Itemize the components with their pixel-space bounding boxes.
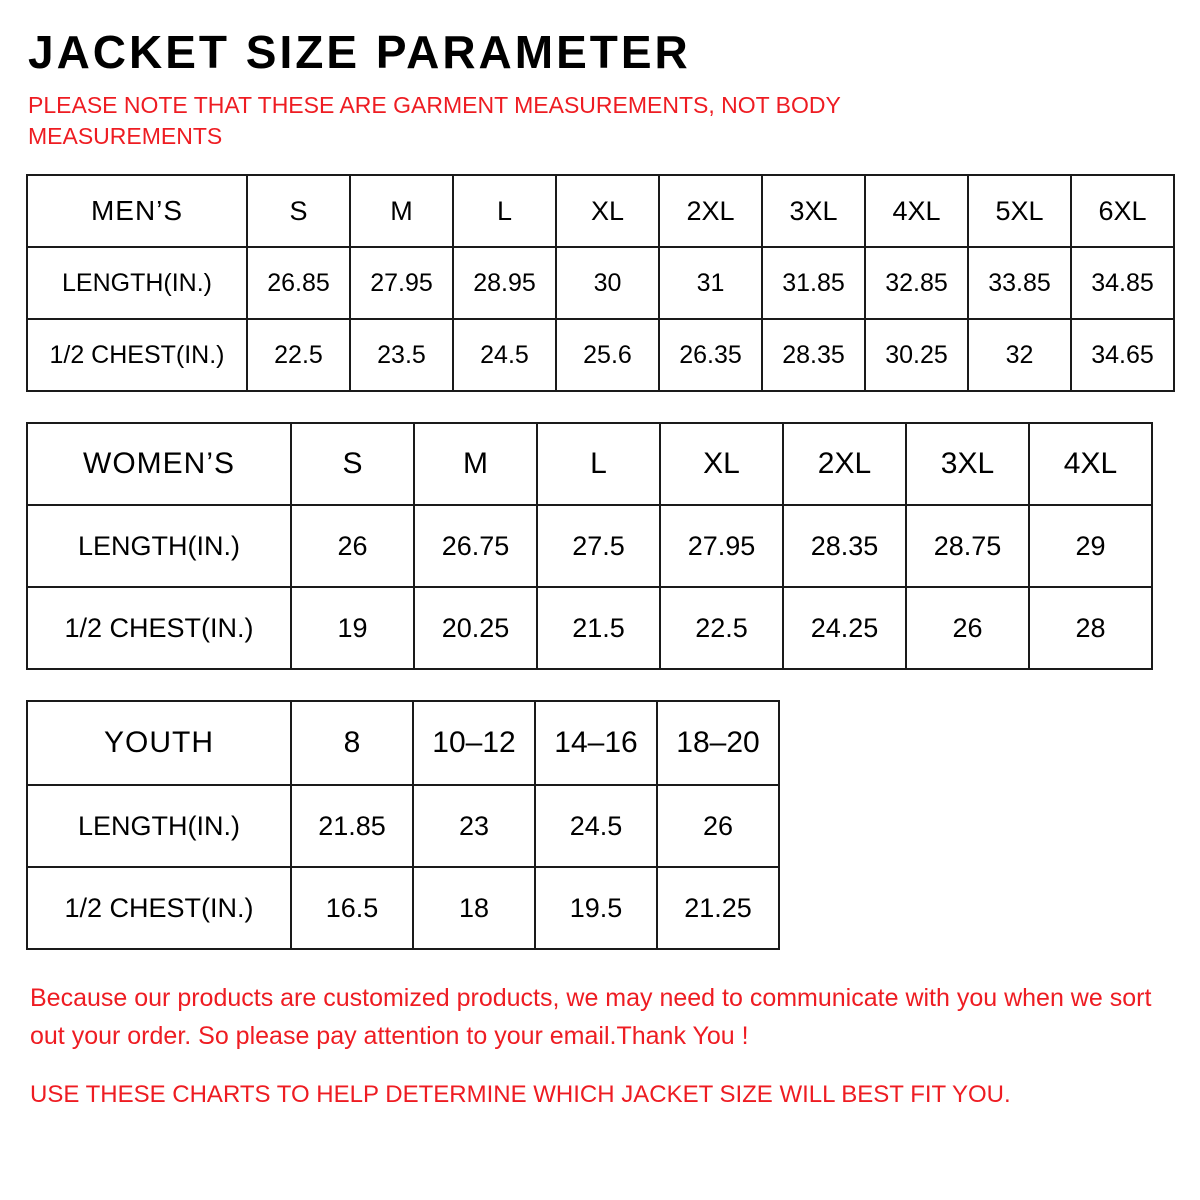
table-cell: 26 [657, 785, 779, 867]
table-cell: 22.5 [660, 587, 783, 669]
table-cell: 34.85 [1071, 247, 1174, 319]
column-header: 18–20 [657, 701, 779, 785]
table-cell: 28.35 [783, 505, 906, 587]
youth-size-table [26, 700, 780, 950]
column-header: 14–16 [535, 701, 657, 785]
measurement-note: PLEASE NOTE THAT THESE ARE GARMENT MEASUREMENTS, NOT BODY MEASUREMENTS [28, 92, 841, 150]
table-corner-label: WOMEN’S [27, 423, 291, 505]
table-header-row [27, 423, 1152, 505]
table-row [27, 505, 1152, 587]
table-cell: 31 [659, 247, 762, 319]
table-cell: 26.75 [414, 505, 537, 587]
column-header: 5XL [968, 175, 1071, 247]
table-cell: 23.5 [350, 319, 453, 391]
table-cell: 28.75 [906, 505, 1029, 587]
table-row [27, 785, 779, 867]
table-cell: 26.35 [659, 319, 762, 391]
table-cell: 24.5 [535, 785, 657, 867]
column-header: 2XL [783, 423, 906, 505]
table-row [27, 867, 779, 949]
column-header: 4XL [865, 175, 968, 247]
chart-usage-notice: USE THESE CHARTS TO HELP DETERMINE WHICH JACKET SIZE WILL BEST FIT YOU. [30, 1081, 1011, 1109]
table-cell: 23 [413, 785, 535, 867]
column-header: 10–12 [413, 701, 535, 785]
table-cell: 31.85 [762, 247, 865, 319]
table-cell: 20.25 [414, 587, 537, 669]
row-label: 1/2 CHEST(IN.) [27, 319, 247, 391]
table-row [27, 587, 1152, 669]
table-cell: 30 [556, 247, 659, 319]
table-cell: 34.65 [1071, 319, 1174, 391]
table-corner-label: YOUTH [27, 701, 291, 785]
column-header: M [350, 175, 453, 247]
table-header-row [27, 175, 1174, 247]
table-cell: 28.95 [453, 247, 556, 319]
column-header: XL [556, 175, 659, 247]
column-header: L [453, 175, 556, 247]
column-header: 3XL [762, 175, 865, 247]
table-row [27, 247, 1174, 319]
mens-size-table [26, 174, 1175, 392]
table-cell: 27.95 [350, 247, 453, 319]
column-header: 8 [291, 701, 413, 785]
table-cell: 28.35 [762, 319, 865, 391]
table-cell: 32 [968, 319, 1071, 391]
column-header: 3XL [906, 423, 1029, 505]
table-cell: 22.5 [247, 319, 350, 391]
row-label: LENGTH(IN.) [27, 785, 291, 867]
table-cell: 25.6 [556, 319, 659, 391]
table-cell: 19 [291, 587, 414, 669]
column-header: 4XL [1029, 423, 1152, 505]
table-cell: 24.25 [783, 587, 906, 669]
customization-notice: Because our products are customized products, we may need to communicate with you when we sort out your order. So please pay attention to your email.Thank You ! [30, 984, 1152, 1050]
row-label: 1/2 CHEST(IN.) [27, 867, 291, 949]
column-header: XL [660, 423, 783, 505]
table-cell: 27.5 [537, 505, 660, 587]
table-cell: 19.5 [535, 867, 657, 949]
table-cell: 26.85 [247, 247, 350, 319]
column-header: S [247, 175, 350, 247]
table-cell: 28 [1029, 587, 1152, 669]
page-title: JACKET SIZE PARAMETER [28, 26, 691, 78]
table-cell: 21.5 [537, 587, 660, 669]
table-cell: 26 [291, 505, 414, 587]
column-header: M [414, 423, 537, 505]
table-cell: 18 [413, 867, 535, 949]
table-cell: 30.25 [865, 319, 968, 391]
table-cell: 27.95 [660, 505, 783, 587]
table-cell: 24.5 [453, 319, 556, 391]
column-header: S [291, 423, 414, 505]
table-cell: 16.5 [291, 867, 413, 949]
table-cell: 29 [1029, 505, 1152, 587]
table-row [27, 319, 1174, 391]
column-header: 2XL [659, 175, 762, 247]
table-header-row [27, 701, 779, 785]
table-corner-label: MEN’S [27, 175, 247, 247]
table-cell: 21.25 [657, 867, 779, 949]
row-label: LENGTH(IN.) [27, 505, 291, 587]
table-cell: 26 [906, 587, 1029, 669]
column-header: 6XL [1071, 175, 1174, 247]
table-cell: 21.85 [291, 785, 413, 867]
row-label: LENGTH(IN.) [27, 247, 247, 319]
table-cell: 32.85 [865, 247, 968, 319]
column-header: L [537, 423, 660, 505]
womens-size-table [26, 422, 1153, 670]
row-label: 1/2 CHEST(IN.) [27, 587, 291, 669]
table-cell: 33.85 [968, 247, 1071, 319]
